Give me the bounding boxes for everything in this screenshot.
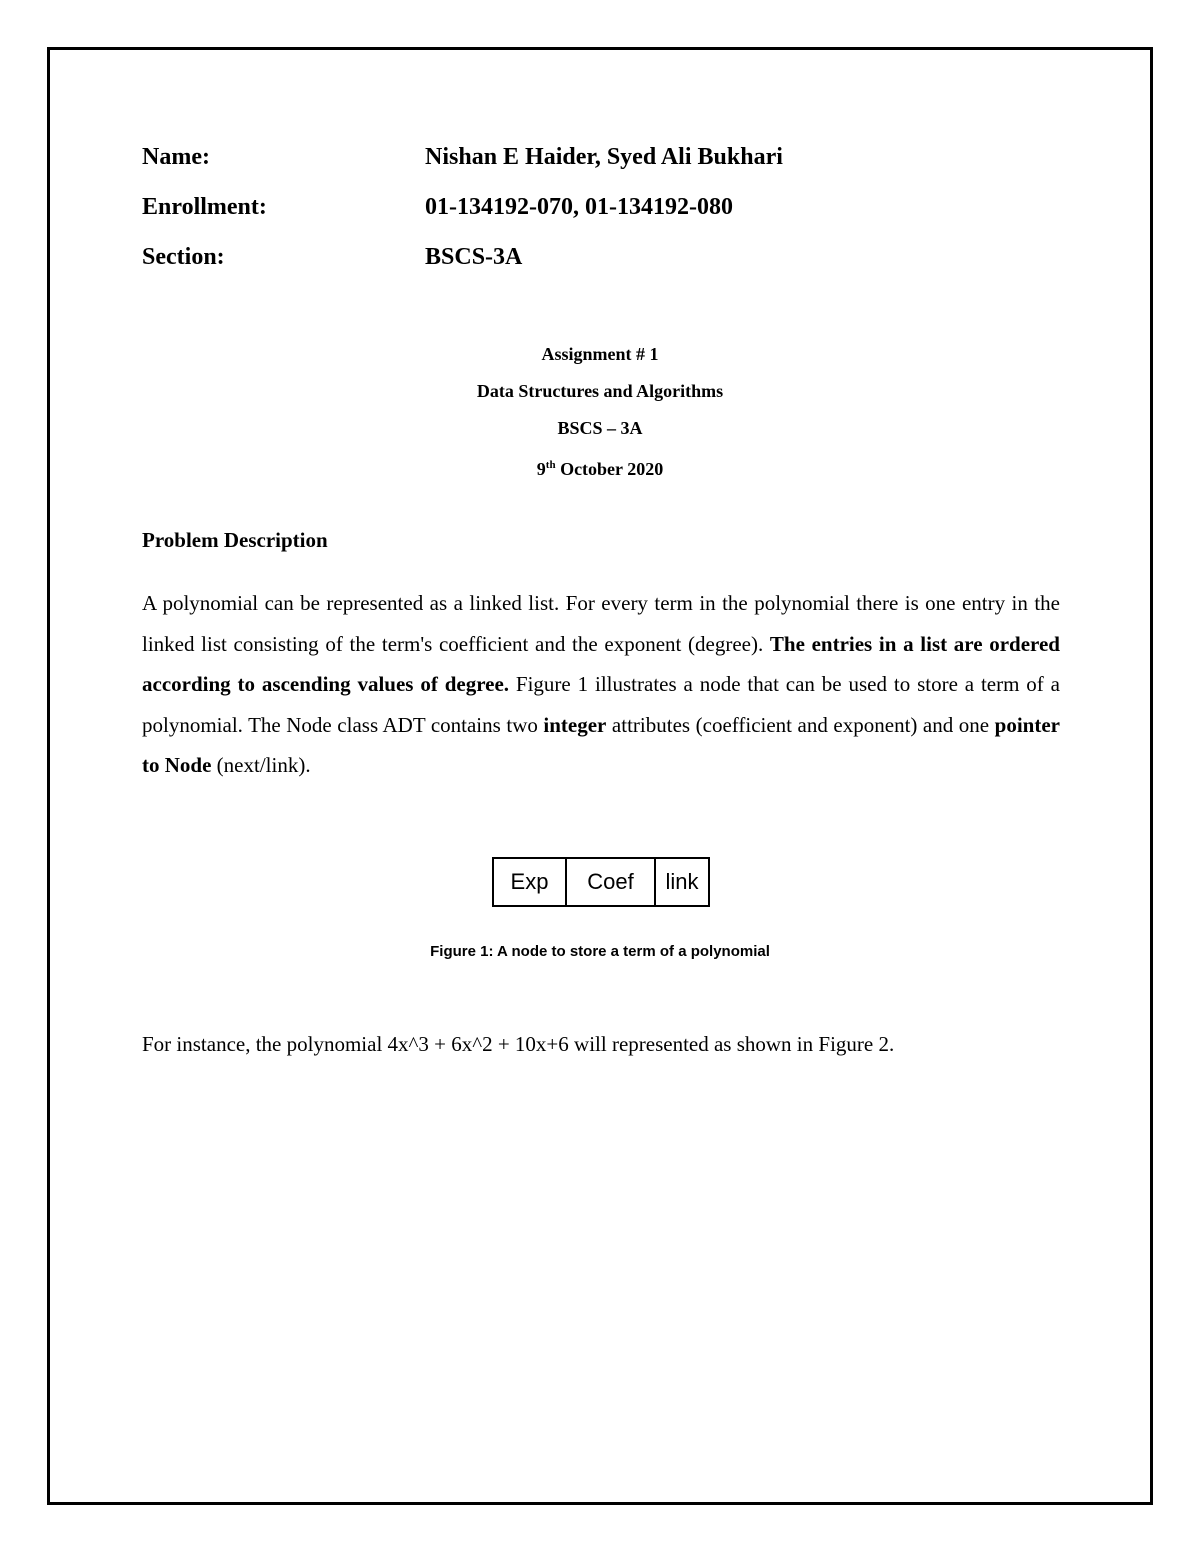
name-label: Name: xyxy=(142,144,210,170)
node-diagram xyxy=(492,857,710,907)
section-value: BSCS-3A xyxy=(425,244,523,270)
problem-paragraph xyxy=(142,583,1060,786)
p1-bold-pointer: pointer to Node xyxy=(142,712,1060,777)
instance-paragraph: For instance, the polynomial 4x^3 + 6x^2 + 10x+6 will represented as shown in Figure 2. xyxy=(142,1032,895,1056)
node-cell-coef: Coef xyxy=(567,859,656,905)
date-rest: October 2020 xyxy=(555,459,664,479)
problem-title: Problem Description xyxy=(142,528,328,552)
assignment-title: Assignment # 1 xyxy=(541,344,659,364)
course-section: BSCS – 3A xyxy=(557,418,643,438)
p1-part-g: (next/link). xyxy=(211,753,311,777)
p1-part-c: Figure 1 illustrates a node that can be used to store a term of a polynomial. The Node class ADT contains two xyxy=(142,672,1060,737)
enrollment-label: Enrollment: xyxy=(142,194,267,220)
p1-part-a: A polynomial can be represented as a linked list. For every term in the polynomial there is one entry in the linked list consisting of the term's coefficient and the exponent (degree). xyxy=(142,591,1060,656)
date-suffix: th xyxy=(545,459,556,471)
p1-part-e: attributes (coefficient and exponent) and one xyxy=(606,712,995,737)
enrollment-value: 01-134192-070, 01-134192-080 xyxy=(425,194,733,220)
course-title: Data Structures and Algorithms xyxy=(476,381,724,401)
node-cell-exp: Exp xyxy=(494,859,567,905)
assignment-date xyxy=(0,451,1200,488)
p1-bold-ordering: The entries in a list are ordered according to ascending values of degree. xyxy=(142,631,1060,696)
figure1-caption: Figure 1: A node to store a term of a polynomial xyxy=(430,943,770,960)
section-label: Section: xyxy=(142,244,225,270)
node-cell-link: link xyxy=(665,869,699,894)
date-day: 9 xyxy=(536,459,546,479)
assignment-heading xyxy=(0,340,1200,488)
name-value: Nishan E Haider, Syed Ali Bukhari xyxy=(425,144,783,170)
p1-bold-integer: integer xyxy=(543,712,607,737)
